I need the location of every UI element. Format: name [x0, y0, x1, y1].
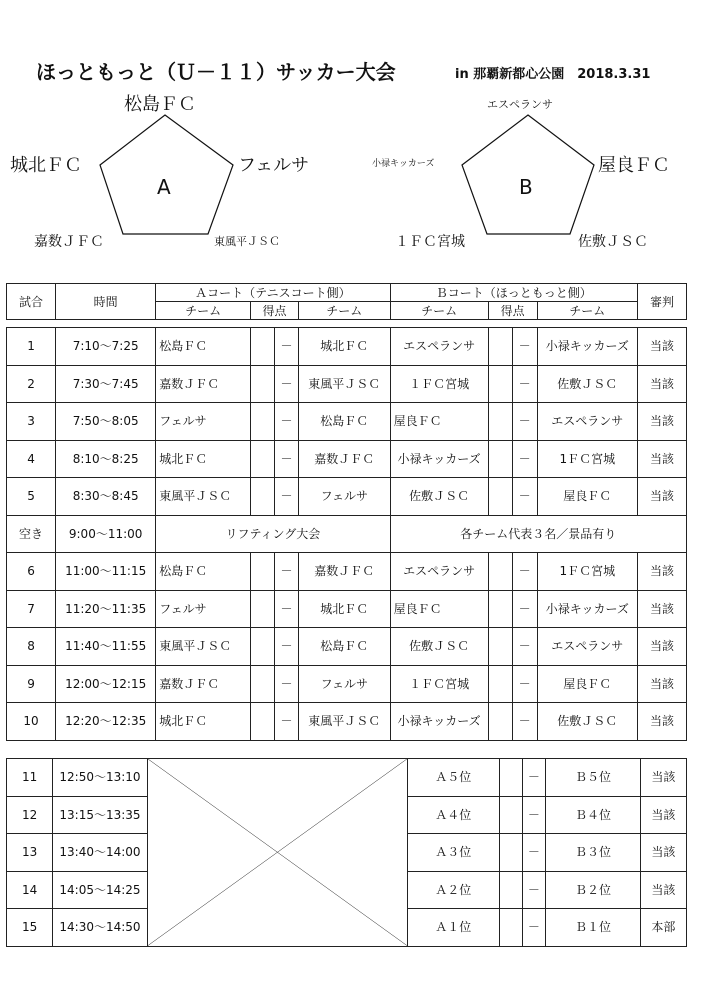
- court-b-team-1: Ａ２位: [407, 871, 499, 909]
- court-a-score-1: [251, 628, 275, 666]
- court-a-team-2: 松島ＦＣ: [299, 628, 391, 666]
- header-score: 得点: [251, 302, 299, 320]
- court-a-score-1: [251, 553, 275, 591]
- break-time: 9:00～11:00: [56, 515, 156, 553]
- court-a-score-sep: [275, 590, 299, 628]
- table-row: [7, 665, 687, 703]
- court-b-score-1: [488, 328, 512, 366]
- referee: 当該: [637, 665, 686, 703]
- match-time: 11:40～11:55: [56, 628, 156, 666]
- court-b-score-1: [488, 440, 512, 478]
- court-a-team-2: フェルサ: [299, 478, 391, 516]
- court-b-team-2: 小禄キッカーズ: [537, 328, 637, 366]
- court-b-team-2: 小禄キッカーズ: [537, 590, 637, 628]
- score-dash: －: [518, 339, 531, 354]
- table-row: [7, 759, 687, 797]
- score-dash: －: [518, 414, 531, 429]
- group-b-team-bottom-right: 佐敷ＪＳＣ: [578, 234, 648, 250]
- court-a-score-sep: [275, 365, 299, 403]
- court-b-team-2: 1ＦＣ宮城: [537, 440, 637, 478]
- court-b-score-sep: [522, 796, 546, 834]
- court-a-score-sep: [275, 478, 299, 516]
- group-a-team-left: 城北ＦＣ: [10, 155, 82, 176]
- referee: 当該: [640, 759, 686, 797]
- group-a-letter: A: [157, 175, 171, 199]
- header-referee: 審判: [637, 284, 686, 320]
- score-dash: －: [518, 714, 531, 729]
- court-b-score-1: [488, 590, 512, 628]
- court-a-score-sep: [275, 440, 299, 478]
- match-number: 7: [7, 590, 56, 628]
- header-score: 得点: [488, 302, 537, 320]
- score-dash: －: [280, 489, 293, 504]
- court-a-team-1: 城北ＦＣ: [156, 440, 251, 478]
- court-b-score-1: [500, 759, 523, 797]
- court-b-team-1: 小禄キッカーズ: [390, 440, 488, 478]
- table-row: [7, 328, 687, 366]
- match-time: 13:40～14:00: [53, 834, 148, 872]
- court-a-score-1: [251, 440, 275, 478]
- court-b-team-1: 佐敷ＪＳＣ: [390, 628, 488, 666]
- court-a-score-sep: [275, 665, 299, 703]
- cross-icon: [148, 759, 407, 946]
- court-b-score-1: [488, 403, 512, 441]
- court-a-score-1: [251, 328, 275, 366]
- page-subtitle: in 那覇新都心公園 2018.3.31: [455, 67, 651, 82]
- score-dash: －: [518, 564, 531, 579]
- court-a-team-1: 松島ＦＣ: [156, 553, 251, 591]
- court-b-team-2: エスペランサ: [537, 403, 637, 441]
- referee: 当該: [640, 834, 686, 872]
- match-number: 13: [7, 834, 53, 872]
- match-time: 11:20～11:35: [56, 590, 156, 628]
- match-time: 7:50～8:05: [56, 403, 156, 441]
- break-event-b: 各チーム代表３名／景品有り: [390, 515, 686, 553]
- referee: 当該: [637, 440, 686, 478]
- court-a-team-1: 松島ＦＣ: [156, 328, 251, 366]
- match-number: 4: [7, 440, 56, 478]
- court-b-score-1: [500, 834, 523, 872]
- match-number: 10: [7, 703, 56, 741]
- table-row: [7, 440, 687, 478]
- match-number: 12: [7, 796, 53, 834]
- court-b-team-1: 屋良ＦＣ: [390, 590, 488, 628]
- court-a-score-1: [251, 703, 275, 741]
- match-time: 11:00～11:15: [56, 553, 156, 591]
- score-dash: －: [518, 451, 531, 466]
- court-b-team-1: １ＦＣ宮城: [390, 665, 488, 703]
- court-b-team-1: 小禄キッカーズ: [390, 703, 488, 741]
- score-dash: －: [280, 339, 293, 354]
- table-row: [7, 703, 687, 741]
- header-row-1: [7, 284, 687, 302]
- score-dash: －: [280, 376, 293, 391]
- court-a-score-sep: [275, 553, 299, 591]
- match-time: 12:50～13:10: [53, 759, 148, 797]
- referee: 当該: [640, 796, 686, 834]
- court-b-score-sep: [512, 478, 537, 516]
- score-dash: －: [518, 676, 531, 691]
- court-b-team-1: Ａ１位: [407, 909, 499, 947]
- score-dash: －: [518, 601, 531, 616]
- group-b-letter: B: [519, 175, 533, 199]
- header-court-a: Ａコート（テニスコート側）: [156, 284, 390, 302]
- group-a-team-bottom-left: 嘉数ＪＦＣ: [34, 234, 104, 250]
- court-b-score-sep: [512, 440, 537, 478]
- court-b-score-1: [500, 871, 523, 909]
- match-time: 7:30～7:45: [56, 365, 156, 403]
- finals-table: [6, 758, 687, 947]
- score-dash: －: [527, 882, 540, 897]
- referee: 当該: [637, 328, 686, 366]
- group-a-team-right: フェルサ: [238, 155, 310, 176]
- match-number: 14: [7, 871, 53, 909]
- court-b-team-2: Ｂ５位: [546, 759, 641, 797]
- court-a-score-1: [251, 665, 275, 703]
- court-a-score-1: [251, 403, 275, 441]
- court-b-score-1: [488, 703, 512, 741]
- court-a-score-sep: [275, 403, 299, 441]
- match-number: 9: [7, 665, 56, 703]
- court-b-score-1: [488, 628, 512, 666]
- match-number: 15: [7, 909, 53, 947]
- score-dash: －: [280, 451, 293, 466]
- match-number: 5: [7, 478, 56, 516]
- court-a-team-1: 嘉数ＪＦＣ: [156, 365, 251, 403]
- referee: 当該: [640, 871, 686, 909]
- court-b-score-sep: [522, 909, 546, 947]
- referee: 当該: [637, 628, 686, 666]
- court-a-team-2: 城北ＦＣ: [299, 590, 391, 628]
- match-number: 3: [7, 403, 56, 441]
- court-b-score-1: [500, 909, 523, 947]
- table-row: [7, 628, 687, 666]
- score-dash: －: [518, 376, 531, 391]
- court-b-score-sep: [512, 403, 537, 441]
- court-b-score-sep: [512, 590, 537, 628]
- header-team: チーム: [299, 302, 391, 320]
- court-b-score-sep: [522, 871, 546, 909]
- score-dash: －: [518, 639, 531, 654]
- court-a-team-2: 嘉数ＪＦＣ: [299, 440, 391, 478]
- court-a-score-sep: [275, 328, 299, 366]
- match-number: 8: [7, 628, 56, 666]
- court-b-score-sep: [512, 703, 537, 741]
- court-a-team-2: 松島ＦＣ: [299, 403, 391, 441]
- table-row: [7, 403, 687, 441]
- court-b-team-2: Ｂ３位: [546, 834, 641, 872]
- court-b-score-sep: [512, 553, 537, 591]
- score-dash: －: [280, 639, 293, 654]
- group-b-team-left: 小禄キッカーズ: [372, 159, 435, 169]
- court-b-score-sep: [512, 328, 537, 366]
- referee: 当該: [637, 478, 686, 516]
- match-number: 11: [7, 759, 53, 797]
- court-a-score-1: [251, 590, 275, 628]
- court-a-team-1: 東風平ＪＳＣ: [156, 628, 251, 666]
- referee: 本部: [640, 909, 686, 947]
- court-a-team-1: フェルサ: [156, 590, 251, 628]
- court-a-unused-cross: [147, 759, 407, 947]
- court-b-team-1: 屋良ＦＣ: [390, 403, 488, 441]
- court-b-team-2: Ｂ４位: [546, 796, 641, 834]
- break-row: [7, 515, 687, 553]
- court-a-team-1: 東風平ＪＳＣ: [156, 478, 251, 516]
- match-number: 6: [7, 553, 56, 591]
- match-time: 13:15～13:35: [53, 796, 148, 834]
- table-row: [7, 478, 687, 516]
- court-a-team-2: 嘉数ＪＦＣ: [299, 553, 391, 591]
- group-b-team-right: 屋良ＦＣ: [598, 155, 670, 176]
- table-row: [7, 590, 687, 628]
- court-b-score-sep: [522, 834, 546, 872]
- court-b-team-2: 屋良ＦＣ: [537, 665, 637, 703]
- group-b-team-top: エスペランサ: [487, 98, 553, 111]
- score-dash: －: [518, 489, 531, 504]
- court-b-score-sep: [512, 365, 537, 403]
- court-b-team-2: エスペランサ: [537, 628, 637, 666]
- header-team: チーム: [156, 302, 251, 320]
- score-dash: －: [280, 414, 293, 429]
- court-b-team-2: 1ＦＣ宮城: [537, 553, 637, 591]
- score-dash: －: [280, 676, 293, 691]
- group-b-team-bottom-left: １ＦＣ宮城: [395, 234, 465, 250]
- court-b-score-1: [488, 553, 512, 591]
- table-row: [7, 553, 687, 591]
- court-a-team-1: 城北ＦＣ: [156, 703, 251, 741]
- court-b-team-2: Ｂ１位: [546, 909, 641, 947]
- score-dash: －: [280, 714, 293, 729]
- break-event-a: リフティング大会: [156, 515, 390, 553]
- match-time: 7:10～7:25: [56, 328, 156, 366]
- referee: 当該: [637, 553, 686, 591]
- match-time: 12:20～12:35: [56, 703, 156, 741]
- court-b-team-2: 佐敷ＪＳＣ: [537, 365, 637, 403]
- court-b-team-2: Ｂ２位: [546, 871, 641, 909]
- court-a-score-sep: [275, 703, 299, 741]
- group-a-team-top: 松島ＦＣ: [124, 94, 196, 115]
- court-b-score-sep: [522, 759, 546, 797]
- court-b-score-1: [500, 796, 523, 834]
- match-number: 1: [7, 328, 56, 366]
- score-dash: －: [527, 807, 540, 822]
- match-time: 8:30～8:45: [56, 478, 156, 516]
- court-b-score-1: [488, 365, 512, 403]
- match-time: 14:05～14:25: [53, 871, 148, 909]
- referee: 当該: [637, 703, 686, 741]
- court-b-team-1: Ａ３位: [407, 834, 499, 872]
- header-match: 試合: [7, 284, 56, 320]
- group-a-team-bottom-right: 東風平ＪＳＣ: [214, 235, 280, 248]
- table-row: [7, 365, 687, 403]
- page-title: ほっともっと（Ｕ－１１）サッカー大会: [36, 60, 396, 84]
- match-time: 8:10～8:25: [56, 440, 156, 478]
- score-dash: －: [527, 920, 540, 935]
- group-diagram: [0, 88, 707, 263]
- court-a-team-2: 東風平ＪＳＣ: [299, 703, 391, 741]
- schedule-table: [6, 283, 687, 741]
- header-team: チーム: [537, 302, 637, 320]
- court-b-team-1: １ＦＣ宮城: [390, 365, 488, 403]
- court-a-team-2: 東風平ＪＳＣ: [299, 365, 391, 403]
- court-a-team-2: 城北ＦＣ: [299, 328, 391, 366]
- court-b-score-sep: [512, 665, 537, 703]
- match-time: 12:00～12:15: [56, 665, 156, 703]
- court-b-team-2: 佐敷ＪＳＣ: [537, 703, 637, 741]
- score-dash: －: [280, 601, 293, 616]
- score-dash: －: [527, 845, 540, 860]
- court-a-team-1: フェルサ: [156, 403, 251, 441]
- court-a-team-1: 嘉数ＪＦＣ: [156, 665, 251, 703]
- court-b-team-1: Ａ４位: [407, 796, 499, 834]
- court-a-score-sep: [275, 628, 299, 666]
- referee: 当該: [637, 365, 686, 403]
- court-b-team-1: 佐敷ＪＳＣ: [390, 478, 488, 516]
- match-time: 14:30～14:50: [53, 909, 148, 947]
- court-b-score-1: [488, 478, 512, 516]
- court-b-score-sep: [512, 628, 537, 666]
- court-b-team-1: エスペランサ: [390, 328, 488, 366]
- court-a-score-1: [251, 365, 275, 403]
- court-b-score-1: [488, 665, 512, 703]
- referee: 当該: [637, 403, 686, 441]
- score-dash: －: [527, 770, 540, 785]
- score-dash: －: [280, 564, 293, 579]
- court-a-score-1: [251, 478, 275, 516]
- court-b-team-2: 屋良ＦＣ: [537, 478, 637, 516]
- court-a-team-2: フェルサ: [299, 665, 391, 703]
- header-time: 時間: [56, 284, 156, 320]
- break-label: 空き: [7, 515, 56, 553]
- header-court-b: Ｂコート（ほっともっと側）: [390, 284, 637, 302]
- match-number: 2: [7, 365, 56, 403]
- court-b-team-1: Ａ５位: [407, 759, 499, 797]
- header-team: チーム: [390, 302, 488, 320]
- court-b-team-1: エスペランサ: [390, 553, 488, 591]
- referee: 当該: [637, 590, 686, 628]
